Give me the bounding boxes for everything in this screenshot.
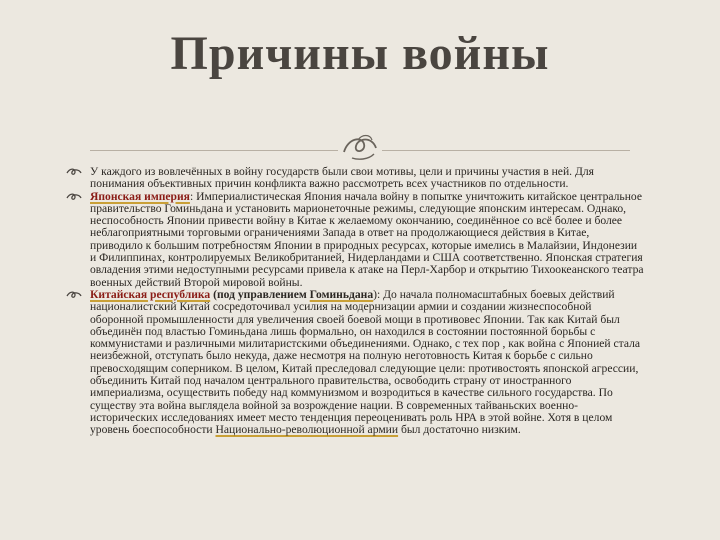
list-item [66, 191, 644, 289]
bullet-list [66, 166, 644, 437]
link-nra[interactable]: Национально-революционной армии [215, 423, 399, 437]
bullet-paren-text: (под управлением [210, 287, 310, 301]
link-kuomintang[interactable]: Гоминьдана [309, 287, 374, 301]
decorative-flourish-icon [338, 130, 382, 164]
link-japanese-empire[interactable]: Японская империя [90, 189, 190, 203]
curled-bullet-icon [66, 192, 82, 202]
bullet-text: У каждого из вовлечённых в войну государств были свои мотивы, цели и причины участия в ней. Для понимания объективных причин конфликта важно рассмотреть всех участников по отдельности. [90, 165, 594, 191]
bullet-text: : Империалистическая Япония начала войну в попытке уничтожить китайское центральное правительство Гоминьдана и установить марионеточные режимы, следующие японским интересам. Однако, неспособность Японии привести войну в Китае к желаемому окончанию, соединённое со всё более и более неблагоприятными торговыми ограничениями Запада в ответ на продолжающиеся действия в Китае, приводило к большим потребностям Японии в природных ресурсах, которые имелись в Малайзии, Индонезии и Филиппинах, контролируемых Великобританией, Нидерландами и США соответственно. Японская стратегия овладения этими недоступными ресурсами привела к атаке на Перл-Харбор и открытию Тихоокеанского театра военных действий Второй мировой войны. [90, 189, 644, 289]
bullet-tail-text: был достаточно низким. [398, 423, 521, 437]
curled-bullet-icon [66, 167, 82, 177]
curled-bullet-icon [66, 290, 82, 300]
list-item [66, 166, 644, 191]
bullet-text: ): До начала полномасштабных боевых действий националистский Китай сосредоточивал усилия на модернизации армии и создании жизнеспособной оборонной промышленности для увеличения своей боевой мощи в противовес Японии. Так как Китай был объединён под властью Гоминьдана лишь формально, он находился в состоянии постоянной борьбы с коммунистами и различными милитаристскими объединениями. Однако, с тех пор , как война с Японией стала неизбежной, отступать было некуда, даже несмотря на полную неготовность Китая к борьбе с сильно превосходящим соперником. В целом, Китай преследовал следующие цели: противостоять японской агрессии, объединить Китай под началом центрального правительства, освободить страну от иностранного империализма, осуществить победу над коммунизмом и возродиться в качестве сильного государства. По существу эта война выглядела войной за возрождение нации. В современных тайваньских военно-исторических исследованиях имеет место тенденция переоценивать роль НРА в этой войне. Хотя в целом уровень боеспособности [90, 287, 641, 437]
list-item [66, 289, 644, 437]
link-republic-of-china[interactable]: Китайская республика [90, 287, 211, 301]
slide-title: Причины войны [170, 27, 550, 80]
